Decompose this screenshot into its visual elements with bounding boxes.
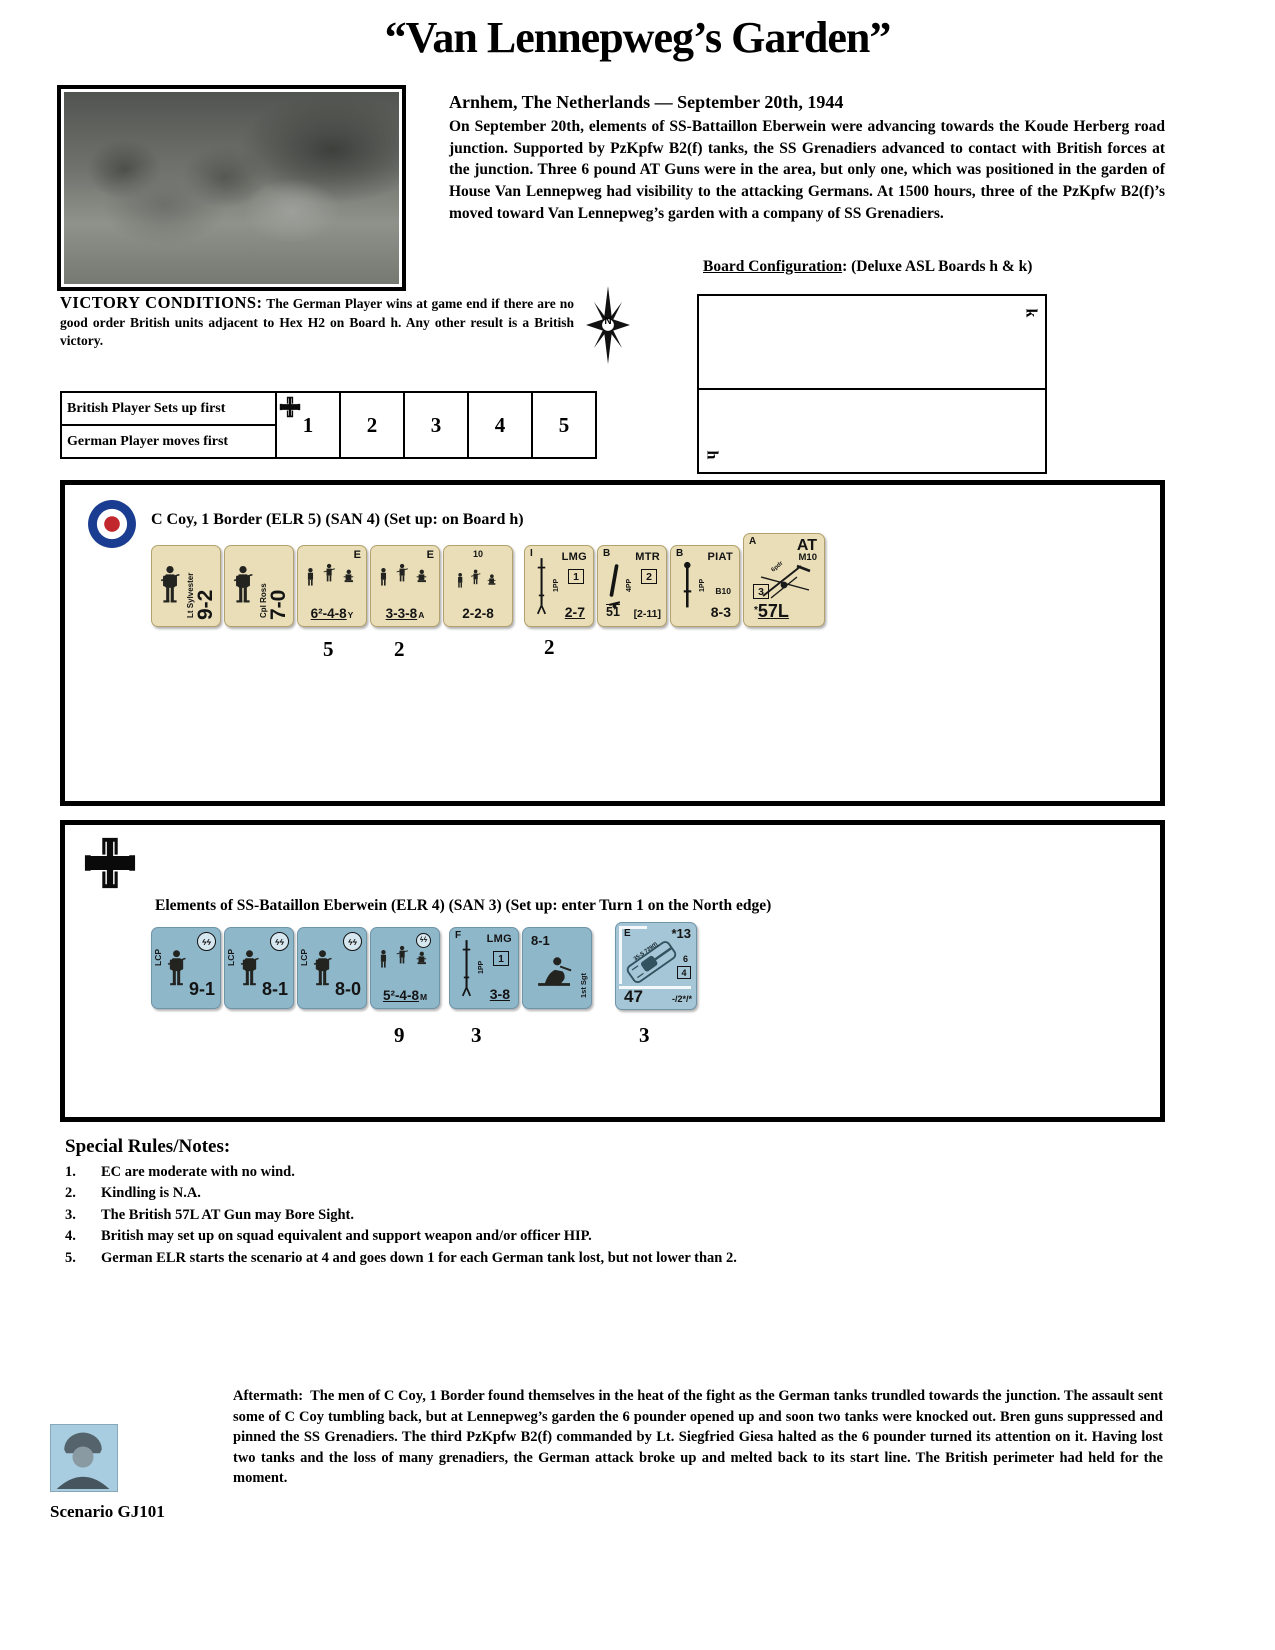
special-rules-section <box>65 1136 985 1269</box>
rule-text: EC are moderate with no wind. <box>101 1164 295 1180</box>
soldier-icon <box>311 945 334 990</box>
qty-ss-squad: 9 <box>394 1023 405 1047</box>
gun-box-number: 3 <box>753 584 769 599</box>
british-ob-header: C Coy, 1 Border (ELR 5) (SAN 4) (Set up: on Board h) <box>151 511 524 528</box>
leader-value: 8-1 <box>261 979 288 999</box>
tank-box-number: 4 <box>677 966 691 979</box>
counter-leader-sylvester <box>151 545 221 627</box>
setup-first-label: British Player Sets up first <box>62 393 275 426</box>
squad-icon <box>376 561 434 599</box>
tank-model-label: 35-S 739(f) <box>632 941 660 963</box>
gun-prefix: * <box>754 605 758 616</box>
rule-text: The British 57L AT Gun may Bore Sight. <box>101 1206 354 1223</box>
british-ob-box <box>60 480 1165 806</box>
rule-item-4 <box>65 1226 985 1247</box>
leader-rank: LCP <box>153 949 163 966</box>
scenario-photo <box>64 92 399 284</box>
leader-rank: LCP <box>226 949 236 966</box>
crew-value: 8-1 <box>531 933 550 948</box>
soldier-icon <box>238 945 261 990</box>
weapon-value: 2-7 <box>564 604 585 620</box>
soldier-icon <box>231 561 255 607</box>
counter-letter: I <box>530 548 533 559</box>
elite-marker: E <box>353 549 361 561</box>
counter-at-gun <box>743 533 825 627</box>
counter-letter: A <box>749 536 757 547</box>
piat-icon <box>682 556 693 616</box>
tank-gun-value: 47 <box>624 987 643 1006</box>
turn-cell-4 <box>467 393 531 457</box>
squad-value: 3-3-8 <box>385 606 418 621</box>
ss-runes-icon: ϟϟ <box>270 932 289 951</box>
weapon-pp: 1PP <box>553 578 560 592</box>
weapon-name: MTR <box>635 551 660 563</box>
rule-number: 4. <box>65 1228 76 1245</box>
german-ob-header: Elements of SS-Bataillon Eberwein (ELR 4) (SAN 3) (Set up: enter Turn 1 on the North edge) <box>155 897 772 914</box>
board-k-label: k <box>1022 308 1040 318</box>
turn-track <box>60 391 597 459</box>
raf-roundel-icon <box>87 499 137 549</box>
counter-ss-leader-81 <box>224 927 294 1009</box>
british-counters <box>151 536 825 627</box>
german-cross-icon <box>279 394 301 420</box>
scenario-id: Scenario GJ101 <box>50 1502 165 1521</box>
weapon-box-number: 1 <box>568 569 584 584</box>
intro-heading: Arnhem, The Netherlands — September 20th, 1944 <box>449 92 844 112</box>
counter-german-lmg <box>449 927 519 1009</box>
weapon-name: LMG <box>561 551 587 563</box>
crew-rank: 1st Sgt <box>579 972 588 998</box>
board-k <box>699 296 1045 390</box>
counter-letter: B <box>603 548 611 559</box>
rule-text: Kindling is N.A. <box>101 1185 201 1202</box>
qty-squad-338: 2 <box>394 637 405 661</box>
turn-track-labels <box>62 393 275 457</box>
crew-value: 2-2-8 <box>462 606 494 621</box>
turn-cell-5 <box>531 393 595 457</box>
qty-squad-648: 5 <box>323 637 334 661</box>
qty-lmg: 2 <box>544 635 555 659</box>
aftermath-text: The men of C Coy, 1 Border found themselves in the heat of the fight as the German tanks trundled towards the junction. The assault sent some of C Coy tumbling back, but at Lennepweg’s garden the 6 pounder opened up and soon two tanks were knocked out. Bren guns suppressed and pinned the SS Grenadiers. The third PzKpfw B2(f) commanded by Lt. Siegfried Giesa halted as the 6 pounder turned its attention on it. Having lost two tanks and the loss of many grenadiers, the German attack broke up and melted back to its start line. The British perimeter had held for the moment. <box>233 1388 1163 1487</box>
crew-range: 10 <box>472 549 483 559</box>
turn-cell-1 <box>275 393 339 457</box>
leader-value: 8-0 <box>334 979 361 999</box>
page-title: “Van Lennepweg’s Garden” <box>384 13 891 62</box>
counter-white-edge <box>619 926 622 984</box>
gun-manhandle: M10 <box>798 552 817 564</box>
weapon-pp: 1PP <box>699 578 706 592</box>
squad-suffix: M <box>419 992 428 1002</box>
tank-target-size: *13 <box>671 926 691 941</box>
rule-number: 3. <box>65 1206 76 1223</box>
weapon-value: [2-11] <box>633 608 661 620</box>
rule-item-3 <box>65 1205 985 1226</box>
counter-ss-leader-91 <box>151 927 221 1009</box>
aftermath-section <box>233 1386 1163 1489</box>
commander-portrait <box>50 1424 118 1492</box>
counter-mtr <box>597 545 667 627</box>
victory-conditions <box>60 292 574 349</box>
rule-text: British may set up on squad equivalent and support weapon and/or officer HIP. <box>101 1228 592 1245</box>
soldier-icon <box>165 945 188 990</box>
rule-text: German ELR starts the scenario at 4 and goes down 1 for each German tank lost, but not lower than 2. <box>101 1249 737 1266</box>
weapon-box-number: 2 <box>641 569 657 584</box>
leader-value: 9-1 <box>188 979 215 999</box>
counter-crew-228 <box>443 545 513 627</box>
victory-text: The German Player wins at game end if there are no good order British units adjacent to Hex H2 on Board h. Any other result is a British victory. <box>60 296 574 348</box>
leader-rank: LCP <box>299 949 309 966</box>
squad-suffix: Y <box>347 610 354 620</box>
tank-mg-values: -/2*/* <box>671 994 692 1004</box>
compass-north-label: N <box>604 316 612 327</box>
rule-number: 2. <box>65 1185 76 1202</box>
tank-mp: 6 <box>682 954 688 964</box>
squad-icon <box>303 561 361 599</box>
ss-runes-icon: ϟϟ <box>416 933 431 948</box>
rule-item-1 <box>65 1162 985 1183</box>
squad-icon <box>376 943 434 981</box>
weapon-pp: 4PP <box>626 578 633 592</box>
counter-ss-leader-80 <box>297 927 367 1009</box>
squad-value: 5²-4-8 <box>382 988 419 1003</box>
rule-number: 5. <box>65 1249 76 1266</box>
turn-number: 2 <box>366 412 378 437</box>
weapon-breakdown: B10 <box>715 586 731 596</box>
leader-name: Cpl Ross <box>259 583 268 618</box>
ss-runes-icon: ϟϟ <box>343 932 362 951</box>
counter-letter: F <box>455 930 462 941</box>
rule-number: 1. <box>65 1164 76 1180</box>
crew-icon <box>454 566 502 600</box>
counter-piat <box>670 545 740 627</box>
counter-pzkpfw-tank <box>615 922 697 1010</box>
counter-tank-crew <box>522 927 592 1009</box>
board-config-title: Board Configuration <box>703 258 843 275</box>
counter-letter: E <box>624 928 631 939</box>
weapon-pp: 1PP <box>478 960 485 974</box>
aftermath-label: Aftermath: <box>233 1388 304 1404</box>
gun-caliber-label: 6pdr <box>770 560 785 574</box>
turn-number: 4 <box>494 412 506 437</box>
counter-leader-ross <box>224 545 294 627</box>
squad-value: 6²-4-8 <box>310 606 347 621</box>
rule-item-5 <box>65 1248 985 1269</box>
turn-cell-2 <box>339 393 403 457</box>
weapon-value: 3-8 <box>489 986 510 1002</box>
counter-lmg <box>524 545 594 627</box>
balkenkreuz-icon <box>83 835 137 891</box>
german-ob-box <box>60 820 1165 1122</box>
gun-type: AT <box>796 537 817 554</box>
intro-section <box>449 92 1165 224</box>
turn-number: 5 <box>558 412 570 437</box>
qty-german-lmg: 3 <box>471 1023 482 1047</box>
moves-first-label: German Player moves first <box>67 433 229 449</box>
soldier-icon <box>158 561 182 607</box>
compass-rose <box>586 286 630 366</box>
crew-figure-icon <box>531 956 575 990</box>
leader-value: 9-2 <box>194 589 217 620</box>
special-rules-heading: Special Rules/Notes: <box>65 1136 231 1157</box>
leader-value: 7-0 <box>267 589 290 620</box>
counter-letter: B <box>676 548 684 559</box>
scenario-photo-frame <box>57 85 406 291</box>
lmg-icon <box>461 938 472 998</box>
turn-number: 3 <box>430 412 442 437</box>
german-counters <box>151 927 697 1010</box>
qty-tank: 3 <box>639 1023 650 1047</box>
soldier-portrait-icon <box>51 1425 115 1489</box>
board-config-suffix: : (Deluxe ASL Boards h & k) <box>842 258 1033 275</box>
counter-ss-squad-548 <box>370 927 440 1009</box>
ss-runes-icon: ϟϟ <box>197 932 216 951</box>
board-config-heading <box>703 258 1032 276</box>
squad-suffix: A <box>418 610 425 620</box>
counter-squad-648 <box>297 545 367 627</box>
victory-label: VICTORY CONDITIONS: <box>60 293 263 312</box>
board-configuration <box>697 294 1047 474</box>
rule-item-2 <box>65 1183 985 1204</box>
weapon-name: PIAT <box>707 551 733 563</box>
turn-number: 1 <box>302 412 314 437</box>
weapon-range: 51 <box>606 605 620 619</box>
intro-body: On September 20th, elements of SS-Battaillon Eberwein were advancing towards the Koude Herberg road junction. Supported by PzKpfw B2(f) tanks, the SS Grenadiers advanced to contact with British forces at the junction. Three 6 pound AT Guns were in the area, but only one, which was positioned in the garden of House Van Lennepweg had visibility to the attacking Germans. At 1500 hours, three of the PzKpfw B2(f)’s moved toward Van Lennepweg’s garden with a company of SS Grenadiers. <box>449 118 1165 222</box>
board-h-label: h <box>703 450 721 460</box>
counter-squad-338 <box>370 545 440 627</box>
elite-marker: E <box>426 549 434 561</box>
lmg-icon <box>536 556 547 616</box>
turn-cell-3 <box>403 393 467 457</box>
leader-name: Lt Sylvester <box>186 572 195 618</box>
weapon-value: 8-3 <box>710 604 731 620</box>
weapon-name: LMG <box>486 933 512 945</box>
weapon-box-number: 1 <box>493 951 509 966</box>
board-h <box>699 390 1045 472</box>
gun-value: 57L <box>757 601 789 621</box>
